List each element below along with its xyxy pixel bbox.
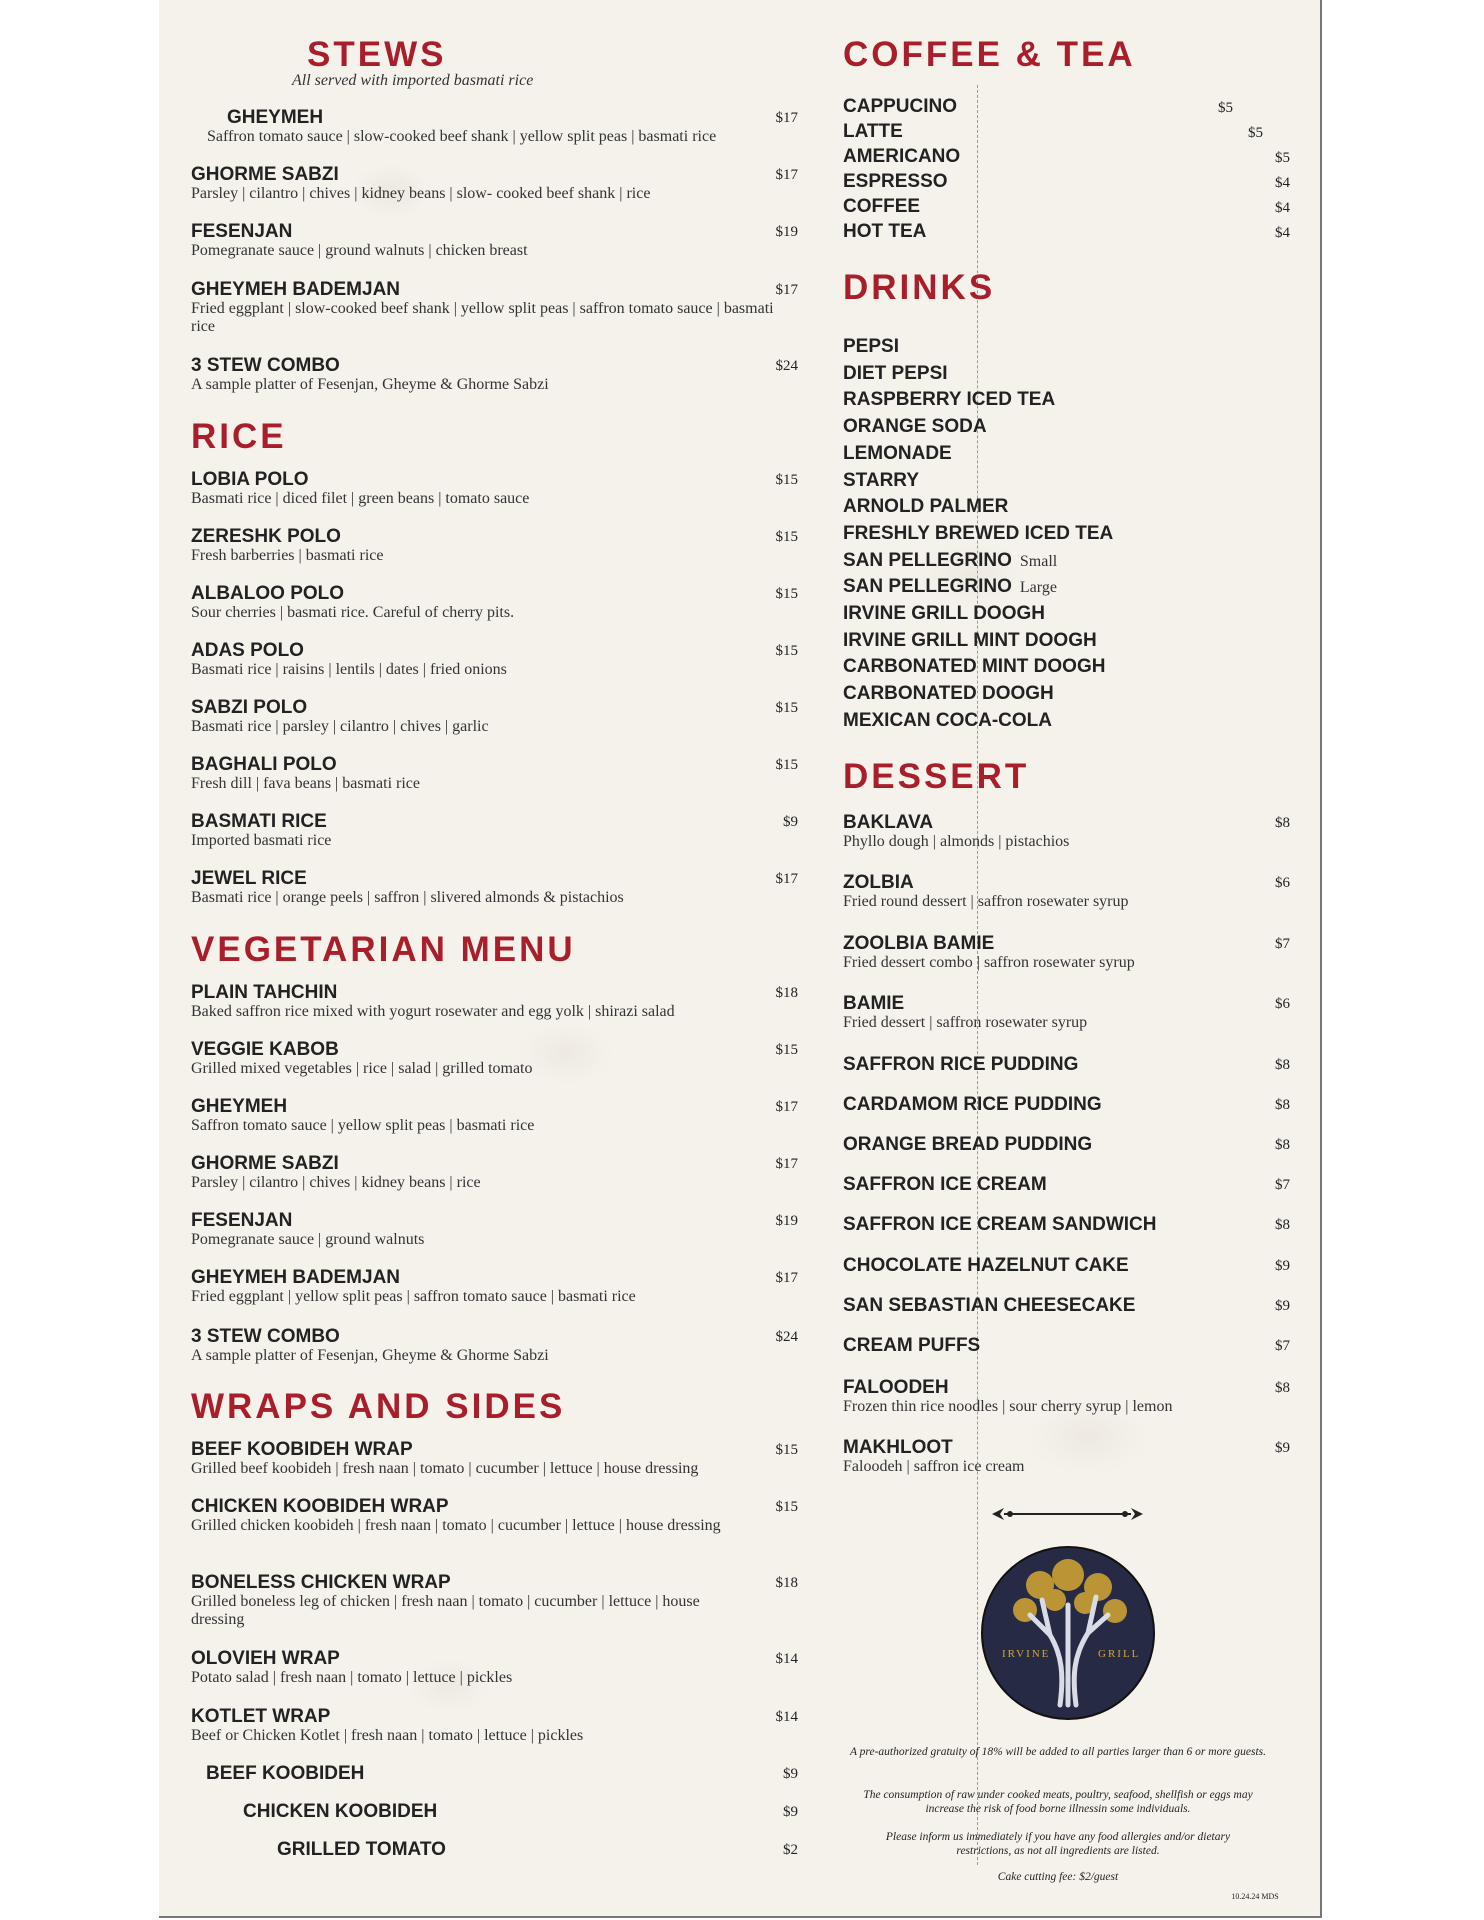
dessert-item-price: $8 <box>1275 815 1290 831</box>
drinks-item <box>843 603 1045 625</box>
drinks-item-name: IRVINE GRILL DOOGH <box>843 603 1045 624</box>
drinks-item-size: Large <box>1019 579 1057 597</box>
rice-item-name: ADAS POLO <box>191 640 304 661</box>
wraps-item-desc: Grilled boneless leg of chicken | fresh naan | tomato | cucumber | lettuce | house dressing <box>191 1593 700 1628</box>
coffee-item-price: $4 <box>1275 225 1290 241</box>
dessert-item-price: $8 <box>1275 1097 1290 1113</box>
stews-item-desc: Saffron tomato sauce | slow-cooked beef shank | yellow split peas | basmati rice <box>207 128 717 145</box>
coffee-item-name: AMERICANO <box>843 146 961 167</box>
drinks-item-name: FRESHLY BREWED ICED TEA <box>843 522 1114 544</box>
dessert-item-desc: Faloodeh | saffron ice cream <box>843 1458 1025 1475</box>
wraps-item-name: KOTLET WRAP <box>191 1706 331 1727</box>
dessert-item-price: $9 <box>1275 1440 1290 1456</box>
vegetarian-item-desc: Grilled mixed vegetables | rice | salad | grilled tomato <box>191 1060 533 1077</box>
vegetarian-item-name: PLAIN TAHCHIN <box>191 982 338 1003</box>
wraps-item-price: $15 <box>775 1442 798 1458</box>
wraps-item-price: $18 <box>775 1575 798 1591</box>
vegetarian-section-title: VEGETARIAN MENU <box>191 930 576 969</box>
drinks-item-name: LEMONADE <box>843 442 952 464</box>
vegetarian-item-name: GHEYMEH <box>191 1096 288 1117</box>
rice-item-price: $17 <box>775 871 798 887</box>
drinks-item-name: DIET PEPSI <box>843 362 948 384</box>
dessert-item-price: $9 <box>1275 1258 1290 1274</box>
dessert-item-price: $8 <box>1275 1380 1290 1396</box>
drinks-item <box>843 630 1097 652</box>
dessert-item-name: BAKLAVA <box>843 812 934 833</box>
coffee-item-name: CAPPUCINO <box>843 96 958 117</box>
vegetarian-item-desc: Baked saffron rice mixed with yogurt rosewater and egg yolk | shirazi salad <box>191 1003 675 1020</box>
wraps-item-price: $14 <box>775 1651 798 1667</box>
stews-item-name: FESENJAN <box>191 221 293 242</box>
dessert-item-price: $7 <box>1275 1177 1290 1193</box>
rice-item-desc: Fresh barberries | basmati rice <box>191 547 384 564</box>
drinks-item-name: SAN PELLEGRINO <box>843 576 1012 598</box>
rice-item-name: ZERESHK POLO <box>191 526 341 547</box>
rice-item-name: JEWEL RICE <box>191 868 307 889</box>
cake-fee-note: Cake cutting fee: $2/guest <box>997 1871 1119 1883</box>
rice-item-desc: Imported basmati rice <box>191 832 332 849</box>
rice-item-name: BAGHALI POLO <box>191 754 337 775</box>
drinks-item <box>843 416 987 438</box>
vegetarian-item-name: 3 STEW COMBO <box>191 1326 340 1347</box>
wraps-side-price: $9 <box>783 1804 798 1820</box>
drinks-item <box>843 683 1054 705</box>
stews-item-price: $19 <box>775 224 798 240</box>
rice-item-price: $15 <box>775 700 798 716</box>
dessert-item-price: $8 <box>1275 1137 1290 1153</box>
drinks-item <box>843 470 919 492</box>
rice-item-name: BASMATI RICE <box>191 811 327 832</box>
consumption-warning: The consumption of raw under cooked meats, poultry, seafood, shellfish or eggs may increase the risk of food borne illnessin some individuals. <box>863 1789 1253 1815</box>
stews-subtitle: All served with imported basmati rice <box>292 72 534 89</box>
drinks-item-name: SAN PELLEGRINO <box>843 549 1012 571</box>
rice-item-desc: Basmati rice | parsley | cilantro | chives | garlic <box>191 718 489 735</box>
dessert-item-price: $6 <box>1275 875 1290 891</box>
rice-item-desc: Sour cherries | basmati rice. Careful of cherry pits. <box>191 604 515 621</box>
coffee-item-price: $4 <box>1275 200 1290 216</box>
vegetarian-item-desc: Saffron tomato sauce | yellow split peas | basmati rice <box>191 1117 535 1134</box>
dessert-item-name: CARDAMOM RICE PUDDING <box>843 1094 1102 1115</box>
vegetarian-item-price: $17 <box>775 1270 798 1286</box>
coffee-item-name: HOT TEA <box>843 221 927 242</box>
drinks-item <box>843 443 952 465</box>
coffee-item-price: $5 <box>1275 150 1290 166</box>
dessert-item-price: $7 <box>1275 1338 1290 1354</box>
drinks-item <box>843 363 948 385</box>
wraps-item-desc: Potato salad | fresh naan | tomato | lettuce | pickles <box>191 1669 513 1686</box>
stews-item-name: GHEYMEH <box>227 107 324 128</box>
drinks-item <box>843 576 1057 599</box>
drinks-item <box>843 389 1055 411</box>
vegetarian-item-price: $18 <box>775 985 798 1001</box>
rice-item-price: $15 <box>775 643 798 659</box>
wraps-side-name: BEEF KOOBIDEH <box>206 1763 365 1784</box>
column-divider <box>977 85 978 1865</box>
wraps-item-price: $14 <box>775 1709 798 1725</box>
rice-item-price: $15 <box>775 529 798 545</box>
dessert-item-name: SAFFRON RICE PUDDING <box>843 1054 1079 1075</box>
wraps-item-name: BEEF KOOBIDEH WRAP <box>191 1439 413 1460</box>
wraps-section-title: WRAPS AND SIDES <box>191 1387 566 1426</box>
coffee-item-name: COFFEE <box>843 196 921 217</box>
dessert-item-price: $8 <box>1275 1217 1290 1233</box>
stews-item-desc: Fried eggplant | slow-cooked beef shank | yellow split peas | saffron tomato sauce | basmati rice <box>191 300 774 335</box>
dessert-item-name: SAN SEBASTIAN CHEESECAKE <box>843 1295 1136 1316</box>
stews-item-name: GHEYMEH BADEMJAN <box>191 279 401 300</box>
vegetarian-item-price: $24 <box>775 1329 798 1345</box>
wraps-item-price: $15 <box>775 1499 798 1515</box>
stews-section-title: STEWS <box>307 35 447 74</box>
irvine-grill-logo <box>980 1545 1156 1721</box>
rice-item-desc: Fresh dill | fava beans | basmati rice <box>191 775 420 792</box>
drinks-item-name: ARNOLD PALMER <box>843 496 1009 518</box>
coffee-section-title: COFFEE & TEA <box>843 35 1136 74</box>
allergy-note: Please inform us immediately if you have any food allergies and/or dietary restrictions, as not all ingredients are listed. <box>885 1831 1231 1857</box>
rice-section-title: RICE <box>191 417 287 456</box>
dessert-item-price: $7 <box>1275 936 1290 952</box>
drinks-item-name: PEPSI <box>843 336 899 357</box>
drinks-item-name: ORANGE SODA <box>843 416 987 438</box>
stews-item-price: $17 <box>775 110 798 126</box>
vegetarian-item-name: FESENJAN <box>191 1210 293 1231</box>
wraps-item-desc: Beef or Chicken Kotlet | fresh naan | tomato | lettuce | pickles <box>191 1727 584 1744</box>
drinks-item-name: CARBONATED MINT DOOGH <box>843 656 1106 678</box>
coffee-item-price: $5 <box>1248 125 1263 141</box>
drinks-item-name: RASPBERRY ICED TEA <box>843 389 1056 411</box>
vegetarian-item-price: $19 <box>775 1213 798 1229</box>
drinks-item <box>843 656 1105 678</box>
drinks-item-name: MEXICAN COCA-COLA <box>843 709 1052 731</box>
vegetarian-item-desc: A sample platter of Fesenjan, Gheyme & Ghorme Sabzi <box>191 1347 549 1364</box>
stews-item-desc: Parsley | cilantro | chives | kidney beans | slow- cooked beef shank | rice <box>191 185 651 202</box>
dessert-item-desc: Fried dessert combo | saffron rosewater syrup <box>843 954 1135 971</box>
divider-ornament <box>990 1504 1145 1524</box>
vegetarian-item-desc: Parsley | cilantro | chives | kidney beans | rice <box>191 1174 481 1191</box>
vegetarian-item-price: $17 <box>775 1156 798 1172</box>
wraps-item-desc: Grilled chicken koobideh | fresh naan | tomato | cucumber | lettuce | house dressing <box>191 1517 721 1534</box>
coffee-item-price: $4 <box>1275 175 1290 191</box>
wraps-item-name: BONELESS CHICKEN WRAP <box>191 1572 451 1593</box>
drinks-item-name: CARBONATED DOOGH <box>843 683 1054 705</box>
stews-item-price: $17 <box>775 282 798 298</box>
dessert-item-price: $6 <box>1275 996 1290 1012</box>
rice-item-desc: Basmati rice | raisins | lentils | dates | fried onions <box>191 661 507 678</box>
vegetarian-item-desc: Fried eggplant | yellow split peas | saffron tomato sauce | basmati rice <box>191 1288 636 1305</box>
drinks-item <box>843 710 1052 732</box>
rice-item-price: $9 <box>783 814 798 830</box>
stews-item-name: 3 STEW COMBO <box>191 355 340 376</box>
rice-item-name: ALBALOO POLO <box>191 583 345 604</box>
stews-item-name: GHORME SABZI <box>191 164 339 185</box>
wraps-item-name: CHICKEN KOOBIDEH WRAP <box>191 1496 449 1517</box>
drinks-item <box>843 523 1113 545</box>
stews-item-price: $17 <box>775 167 798 183</box>
logo-word-right: GRILL <box>1098 1648 1141 1660</box>
rice-item-desc: Basmati rice | orange peels | saffron | slivered almonds & pistachios <box>191 889 624 906</box>
wraps-side-price: $2 <box>783 1842 798 1858</box>
vegetarian-item-desc: Pomegranate sauce | ground walnuts <box>191 1231 425 1248</box>
vegetarian-item-price: $17 <box>775 1099 798 1115</box>
vegetarian-item-name: GHEYMEH BADEMJAN <box>191 1267 401 1288</box>
drinks-item-name: STARRY <box>843 469 919 491</box>
wraps-item-name: OLOVIEH WRAP <box>191 1648 340 1669</box>
dessert-item-name: CREAM PUFFS <box>843 1335 981 1356</box>
wraps-side-price: $9 <box>783 1766 798 1782</box>
logo-word-left: IRVINE <box>1002 1648 1051 1660</box>
dessert-item-name: FALOODEH <box>843 1377 949 1398</box>
drinks-item-name: IRVINE GRILL MINT DOOGH <box>843 629 1097 651</box>
drinks-section-title: DRINKS <box>843 268 996 307</box>
dessert-item-name: SAFFRON ICE CREAM SANDWICH <box>843 1214 1157 1235</box>
dessert-item-desc: Frozen thin rice noodles | sour cherry syrup | lemon <box>843 1398 1173 1415</box>
rice-item-desc: Basmati rice | diced filet | green beans | tomato sauce <box>191 490 530 507</box>
dessert-item-price: $9 <box>1275 1298 1290 1314</box>
coffee-item-price: $5 <box>1218 100 1233 116</box>
dessert-item-name: ZOOLBIA BAMIE <box>843 933 995 954</box>
vegetarian-item-name: VEGGIE KABOB <box>191 1039 339 1060</box>
gratuity-note: A pre-authorized gratuity of 18% will be added to all parties larger than 6 or more guests. <box>849 1746 1266 1758</box>
version-code: 10.24.24 MDS <box>1231 1892 1279 1901</box>
rice-item-name: SABZI POLO <box>191 697 308 718</box>
dessert-item-name: SAFFRON ICE CREAM <box>843 1174 1047 1195</box>
rice-item-price: $15 <box>775 586 798 602</box>
dessert-item-name: BAMIE <box>843 993 905 1014</box>
dessert-item-desc: Fried round dessert | saffron rosewater syrup <box>843 893 1129 910</box>
dessert-item-price: $8 <box>1275 1057 1290 1073</box>
dessert-item-name: ORANGE BREAD PUDDING <box>843 1134 1093 1155</box>
rice-item-name: LOBIA POLO <box>191 469 309 490</box>
wraps-item-desc: Grilled beef koobideh | fresh naan | tomato | cucumber | lettuce | house dressing <box>191 1460 699 1477</box>
drinks-item <box>843 336 899 358</box>
drinks-item-size: Small <box>1019 552 1058 570</box>
dessert-item-name: ZOLBIA <box>843 872 914 893</box>
dessert-section-title: DESSERT <box>843 757 1030 796</box>
wraps-side-name: GRILLED TOMATO <box>277 1839 446 1860</box>
drinks-item <box>843 496 1008 518</box>
coffee-item-name: ESPRESSO <box>843 171 948 192</box>
stews-item-desc: A sample platter of Fesenjan, Gheyme & Ghorme Sabzi <box>191 376 549 393</box>
dessert-item-name: MAKHLOOT <box>843 1437 953 1458</box>
drinks-item <box>843 550 1057 573</box>
dessert-item-desc: Phyllo dough | almonds | pistachios <box>843 833 1070 850</box>
coffee-item-name: LATTE <box>843 121 903 142</box>
vegetarian-item-price: $15 <box>775 1042 798 1058</box>
rice-item-price: $15 <box>775 472 798 488</box>
vegetarian-item-name: GHORME SABZI <box>191 1153 339 1174</box>
wraps-side-name: CHICKEN KOOBIDEH <box>243 1801 438 1822</box>
dessert-item-name: CHOCOLATE HAZELNUT CAKE <box>843 1255 1129 1276</box>
dessert-item-desc: Fried dessert | saffron rosewater syrup <box>843 1014 1088 1031</box>
stews-item-price: $24 <box>775 358 798 374</box>
rice-item-price: $15 <box>775 757 798 773</box>
stews-item-desc: Pomegranate sauce | ground walnuts | chicken breast <box>191 242 528 259</box>
